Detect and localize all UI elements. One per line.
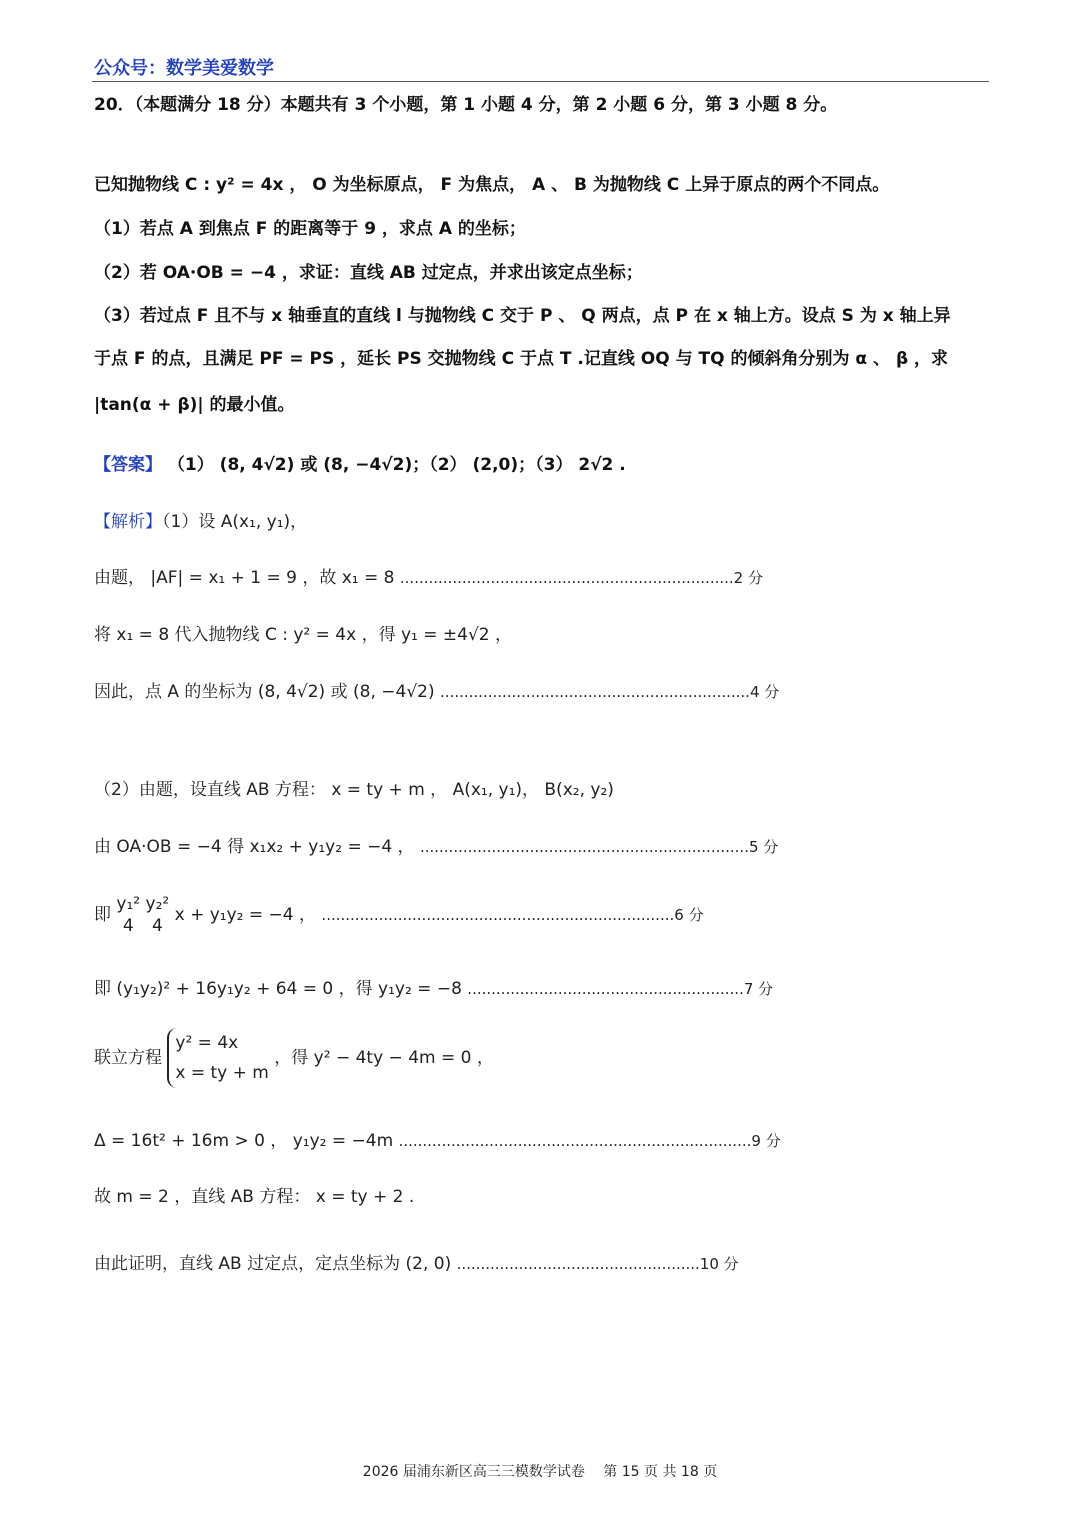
question-1: （1）若点 A 到焦点 F 的距离等于 9 ，求点 A 的坐标； — [94, 219, 526, 239]
analysis-text-7-prefix: 即 — [94, 905, 111, 925]
question-3-line-1: （3）若过点 F 且不与 x 轴垂直的直线 l 与抛物线 C 交于 P 、 Q 两点，点 P 在 x 轴上方。设点 S 为 x 轴上异 — [94, 306, 951, 326]
question-3-line-3: |tan(α + β)| 的最小值。 — [94, 395, 295, 415]
analysis-line-8: 即 (y₁y₂)² + 16y₁y₂ + 64 = 0 ，得 y₁y₂ = −8 ..........................................................7 分 — [94, 979, 774, 999]
analysis-text-4: 因此，点 A 的坐标为 (8, 4√2) 或 (8, −4√2) — [94, 682, 435, 702]
score-2: 2 分 — [733, 569, 763, 587]
system-eq-2: x = ty + m — [175, 1063, 269, 1083]
analysis-line-11: 故 m = 2 ，直线 AB 方程： x = ty + 2 . — [94, 1187, 415, 1207]
analysis-text-8: 即 (y₁y₂)² + 16y₁y₂ + 64 = 0 ，得 y₁y₂ = −8 — [94, 979, 462, 999]
analysis-line-1 — [94, 510, 307, 534]
fraction-y2 — [146, 893, 170, 937]
analysis-line-3: 将 x₁ = 8 代入抛物线 C : y² = 4x ，得 y₁ = ±4√2 ， — [94, 625, 513, 645]
score-5: 5 分 — [748, 838, 779, 856]
fraction-y2-den: 4 — [151, 916, 163, 936]
problem-statement: 已知抛物线 C : y² = 4x ， O 为坐标原点， F 为焦点， A 、 B 为抛物线 C 上异于原点的两个不同点。 — [94, 175, 890, 195]
score-9: 9 分 — [751, 1132, 781, 1150]
analysis-text-9-prefix: 联立方程 — [94, 1048, 162, 1068]
analysis-text-10: Δ = 16t² + 16m > 0 ， y₁y₂ = −4m — [94, 1131, 394, 1151]
analysis-line-6: 由 OA·OB = −4 得 x₁x₂ + y₁y₂ = −4 ， .....................................................................5 分 — [94, 837, 779, 857]
analysis-line-12: 由此证明，直线 AB 过定点，定点坐标为 (2, 0) ...................................................10 分 — [94, 1254, 739, 1274]
fraction-y1-den: 4 — [122, 916, 134, 936]
analysis-line-9 — [94, 1028, 494, 1088]
analysis-tag: 【解析】 — [94, 512, 162, 532]
analysis-text-9-rest: ，得 y² − 4ty − 4m = 0 ， — [274, 1048, 494, 1068]
analysis-line-7: 即 y₁² 4 y₂² 4 x + y₁y₂ = −4 ， ..........................................................................6 分 — [94, 894, 704, 936]
fraction-y2-num: y₂² — [145, 894, 170, 914]
fraction-y1-num: y₁² — [116, 894, 141, 914]
answer-text: （1） (8, 4√2) 或 (8, −4√2)；（2） (2,0)；（3） 2√2 . — [167, 455, 626, 475]
header-account: 公众号：数学美爱数学 — [94, 58, 274, 79]
score-6: 6 分 — [674, 906, 704, 924]
question-3-line-2: 于点 F 的点，且满足 PF = PS ，延长 PS 交抛物线 C 于点 T .记直线 OQ 与 TQ 的倾斜角分别为 α 、 β ，求 — [94, 349, 949, 369]
score-7: 7 分 — [743, 980, 774, 998]
question-2: （2）若 OA·OB = −4 ，求证：直线 AB 过定点，并求出该定点坐标； — [94, 263, 643, 283]
analysis-text-1: （1）设 A(x₁, y₁)， — [162, 512, 308, 532]
analysis-text-6: 由 OA·OB = −4 得 x₁x₂ + y₁y₂ = −4 ， — [94, 837, 415, 857]
analysis-text-7-rest: x + y₁y₂ = −4 ， — [174, 905, 317, 925]
fraction-y1 — [116, 893, 140, 937]
analysis-line-4: 因此，点 A 的坐标为 (8, 4√2) 或 (8, −4√2) .................................................................4 分 — [94, 682, 780, 702]
analysis-text-2: 由题， |AF| = x₁ + 1 = 9 ，故 x₁ = 8 — [94, 568, 395, 588]
system-eq-1: y² = 4x — [175, 1033, 239, 1053]
page-footer: 2026 届浦东新区高三三模数学试卷 第 15 页 共 18 页 — [362, 1464, 718, 1480]
equation-system — [167, 1028, 268, 1088]
answer-tag: 【答案】 — [94, 455, 162, 475]
header-divider — [92, 81, 989, 82]
score-4: 4 分 — [749, 683, 780, 701]
analysis-line-5: （2）由题，设直线 AB 方程： x = ty + m ， A(x₁, y₁)， B(x₂, y₂) — [94, 780, 614, 800]
answer-line — [94, 453, 626, 477]
analysis-line-10: Δ = 16t² + 16m > 0 ， y₁y₂ = −4m ..........................................................................9 分 — [94, 1131, 781, 1151]
score-10: 10 分 — [699, 1255, 739, 1273]
analysis-line-2: 由题， |AF| = x₁ + 1 = 9 ，故 x₁ = 8 ......................................................................2 分 — [94, 568, 763, 588]
problem-heading: 20．（本题满分 18 分）本题共有 3 个小题，第 1 小题 4 分，第 2 小题 6 分，第 3 小题 8 分。 — [94, 95, 838, 115]
analysis-text-12: 由此证明，直线 AB 过定点，定点坐标为 (2, 0) — [94, 1254, 452, 1274]
